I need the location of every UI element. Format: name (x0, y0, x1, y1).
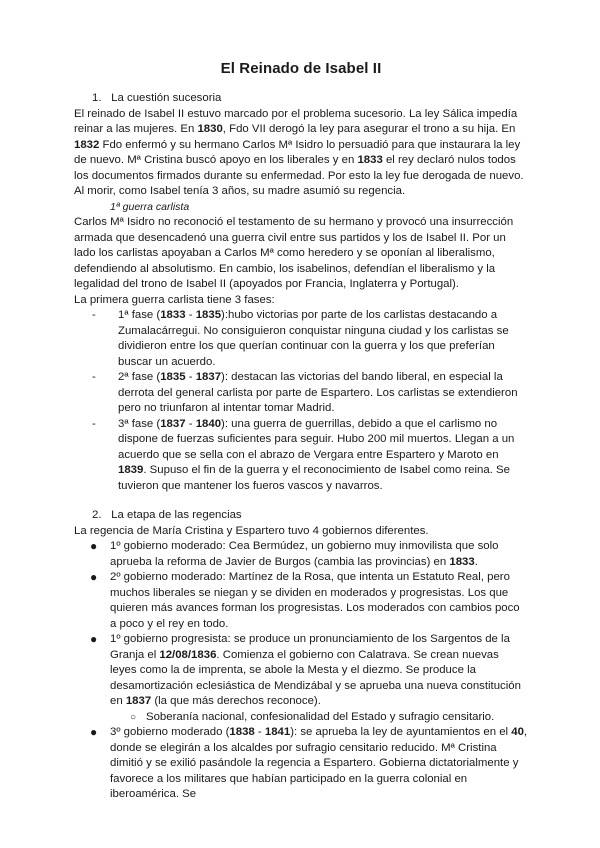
bold-text: 1835 (195, 309, 222, 321)
bullet-icon: ● (90, 539, 98, 553)
government-item-3 (74, 632, 528, 710)
bold-text: 1833 (357, 154, 383, 166)
governments-list-continued (74, 725, 528, 803)
bullet-icon: ● (90, 725, 98, 739)
bold-text: 1835 (160, 371, 186, 383)
phases-intro: La primera guerra carlista tiene 3 fases: (74, 293, 275, 306)
governments-list (74, 539, 528, 710)
section-2-heading (92, 508, 528, 524)
bold-text: 1837 (160, 417, 186, 430)
government-sub-item-text: Soberanía nacional, confesionalidad del Estado y sufragio censitario. (146, 710, 495, 723)
bold-text: 40 (511, 726, 524, 738)
bold-text: 1839 (118, 464, 144, 476)
section-2-intro: La regencia de María Cristina y Espartero tuvo 4 gobiernos diferentes. (74, 524, 429, 537)
government-sub-item (74, 710, 528, 726)
bold-text: 1832 (74, 138, 100, 151)
government-text-1: 1º gobierno moderado: Cea Bermúdez, un gobierno muy inmovilista que solo aprueba la reforma de Javier de Burgos (cambia las provincias) en 1833. (110, 540, 499, 568)
section-2-title: La etapa de las regencias (111, 509, 242, 521)
bold-text: 1833 (449, 555, 475, 568)
phase-item-1: - 1ª fase (1833 - 1835):hubo victorias por parte de los carlistas destacando a Zumalacárregui. No consiguieron conquistar ninguna ciudad y los carlistas se dividieron entre los que querían continuar con la guerra y los que preferían buscar un acuerdo. (74, 308, 528, 370)
government-text-3: 1º gobierno progresista: se produce un pronunciamiento de los Sargentos de la Granja el 12/08/1836. Comienza el gobierno con Calatrava. Se crean nuevas leyes como la de imprenta, se abole la Mesta y el diezmo. Se produce la desamortización eclesiástica de Mendizábal y se aprueba una nueva constitución en 1837 (la que más derechos reconoce). (110, 633, 521, 707)
bold-text: 1833 (160, 309, 186, 321)
government-text-4: 3º gobierno moderado (1838 - 1841): se aprueba la ley de ayuntamientos en el 40, donde se elegirán a los alcaldes por sufragio censitario reducido. Mª Cristina dimitió y se exilió pasándole la regencia a Espartero. Gobierna dictatorialmente y favorece a los militares que habían participado en la guerra colonial en iberoamérica. Se (110, 726, 528, 800)
section-1-number: 1. (92, 92, 102, 104)
government-item-1 (74, 539, 528, 570)
bullet-icon: ● (90, 570, 98, 584)
phase-item-2: - 2ª fase (1835 - 1837): destacan las victorias del bando liberal, en especial la derrota del general carlista por parte de Espartero. Los carlistas se extendieron pero no triunfaron al intentar tomar Madrid. (74, 370, 528, 417)
bold-text: 1840 (195, 417, 222, 430)
government-sub-list (74, 710, 528, 726)
government-item-2 (74, 570, 528, 632)
government-item-4 (74, 725, 528, 803)
section-2-number: 2. (92, 509, 102, 521)
bold-text: 12/08/1836 (159, 648, 217, 661)
phases-list (74, 308, 528, 494)
phase-item-3: - 3ª fase (1837 - 1840): una guerra de guerrillas, debido a que el carlismo no dispone de fuerzas suficientes para seguir. Hubo 200 mil muertos. Llegan a un acuerdo que se sella con el abrazo de Vergara entre Espartero y Maroto en 1839. Supuso el fin de la guerra y el reconocimiento de Isabel como reina. Se tuvieron que mantener los fueros vascos y navarros. (74, 417, 528, 495)
document-page (74, 60, 528, 803)
bold-text: 1837 (125, 695, 152, 707)
carlist-war-subheading: 1ª guerra carlista (110, 200, 190, 213)
circle-bullet-icon: ○ (130, 711, 137, 723)
bullet-icon: ● (90, 632, 98, 646)
carlist-war-text: Carlos Mª Isidro no reconoció el testamento de su hermano y provocó una insurrección armada que desencadenó una guerra civil entre sus partidos y los de Isabel II. Por un lado los carlistas apoyaban a Carlos Mª como heredero y se oponían al liberalismo, defendiendo al absolutismo. En cambio, los isabelinos, defendían el liberalismo y la legalidad del trono de Isabel II (apoyados por Francia, Inglaterra y Portugal). (74, 216, 514, 290)
bold-text: 1838 (229, 726, 255, 738)
section-1-title: La cuestión sucesoria (111, 92, 222, 104)
bold-text: 1841 (264, 726, 291, 738)
bold-text: 1830 (197, 123, 223, 135)
bold-text: 1837 (195, 371, 222, 383)
section-1-intro: El reinado de Isabel II estuvo marcado por el problema sucesorio. La ley Sálica impedía reinar a las mujeres. En 1830, Fdo VII derogó la ley para asegurar el trono a su hija. En 1832 Fdo enfermó y su hermano Carlos Mª Isidro lo persuadió para que instaurara la ley de nuevo. Mª Cristina buscó apoyo en los liberales y en 1833 el rey declaró nulos todos los documentos firmados durante su enfermedad. Por esto la ley fue derogada de nuevo. Al morir, como Isabel tenía 3 años, su madre asumió su regencia. (74, 107, 524, 197)
document-title: El Reinado de Isabel II (220, 60, 382, 77)
section-1-heading (92, 91, 528, 107)
government-text-2: 2º gobierno moderado: Martínez de la Rosa, que intenta un Estatuto Real, pero muchos liberales se niegan y se dividen en moderados y progresistas. Los que quieren más avances forman los progresistas. Los moderados con cambios poco a poco y el rey en todo. (110, 571, 520, 630)
